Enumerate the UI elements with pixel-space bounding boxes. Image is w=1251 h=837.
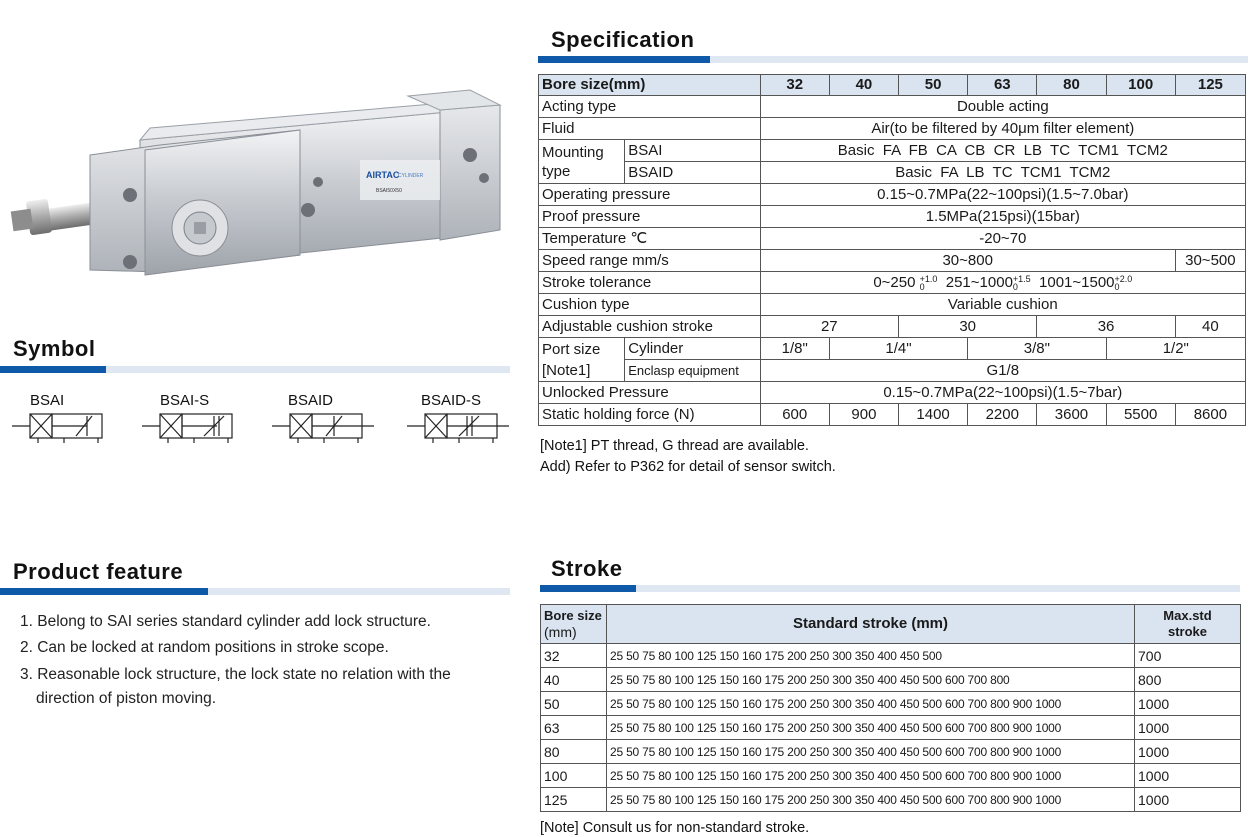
feature-item-3-cont: direction of piston moving. [36,690,217,707]
stroke-values: 25 50 75 80 100 125 150 160 175 200 250 300 350 400 450 500 600 700 800 900 1000 [607,740,1135,764]
bore-size-row [539,75,1246,96]
bore-40: 40 [829,75,898,96]
product-feature-underline [0,588,510,595]
specification-table [538,74,1246,426]
stroke-values: 25 50 75 80 100 125 150 160 175 200 250 300 350 400 450 500 600 700 800 [607,668,1135,692]
port-enclasp-value: G1/8 [760,360,1245,382]
fluid-row [539,118,1246,140]
stroke-tolerance-value [760,272,1245,294]
bore-125: 125 [1175,75,1245,96]
cushion-type-row [539,294,1246,316]
stroke-values: 25 50 75 80 100 125 150 160 175 200 250 300 350 400 450 500 600 700 800 900 1000 [607,788,1135,812]
stroke-values: 25 50 75 80 100 125 150 160 175 200 250 300 350 400 450 500 [607,644,1135,668]
port-cylinder-label: Cylinder [625,338,760,360]
operating-pressure-row [539,184,1246,206]
adjustable-cushion-row [539,316,1246,338]
mounting-label-line1: Mounting [542,143,604,161]
bore-50: 50 [899,75,968,96]
stroke-tolerance-label: Stroke tolerance [539,272,761,294]
bore-63: 63 [968,75,1037,96]
stroke-max: 1000 [1135,764,1241,788]
feature-item-2: 2. Can be locked at random positions in stroke scope. [20,639,389,656]
tol-upper-2: +1.5 [1012,273,1031,284]
stroke-head-max [1135,605,1241,644]
holding-force-label: Static holding force (N) [539,404,761,426]
cylinder-product-image [0,0,520,300]
stroke-head-max-line2: stroke [1167,624,1208,639]
port-size-enclasp-row [539,360,1246,382]
stroke-max: 1000 [1135,692,1241,716]
bsaid-symbol-icon [272,410,376,444]
port-size-label [539,338,625,382]
symbol-label-bsai: BSAI [30,392,65,409]
fluid-value: Air(to be filtered by 40μm filter element) [760,118,1245,140]
tol-lower-3: 0 [1114,281,1120,292]
mounting-bsaid-row [539,162,1246,184]
cushion-type-label: Cushion type [539,294,761,316]
bsai-s-symbol-icon [142,410,236,444]
proof-pressure-row [539,206,1246,228]
mounting-bsai-label: BSAI [625,140,760,162]
stroke-head-bore [541,605,607,644]
symbol-label-bsai-s: BSAI-S [160,392,210,409]
stroke-row [541,692,1241,716]
speed-range-label: Speed range mm/s [539,250,761,272]
holding-force-32: 600 [760,404,829,426]
stroke-max: 1000 [1135,788,1241,812]
holding-force-80: 3600 [1037,404,1106,426]
stroke-row [541,644,1241,668]
holding-force-50: 1400 [899,404,968,426]
adjustable-cushion-80-100: 36 [1037,316,1175,338]
tol-lower-2: 0 [1012,281,1018,292]
symbol-underline [0,366,510,373]
stroke-header-row [541,605,1241,644]
tol-upper-3: +2.0 [1114,273,1133,284]
tol-lower-1: 0 [919,281,925,292]
stroke-row [541,740,1241,764]
port-cylinder-63-80: 3/8" [968,338,1106,360]
feature-item-3: 3. Reasonable lock structure, the lock state no relation with the [20,666,451,683]
symbol-label-bsaid: BSAID [288,392,334,409]
speed-range-value: 30~800 [760,250,1175,272]
port-cylinder-32: 1/8" [760,338,829,360]
operating-pressure-value: 0.15~0.7MPa(22~100psi)(1.5~7.0bar) [760,184,1245,206]
temperature-row [539,228,1246,250]
temperature-value: -20~70 [760,228,1245,250]
stroke-bore: 32 [541,644,607,668]
rod-thread [11,209,34,232]
stroke-title: Stroke [551,556,623,581]
proof-pressure-label: Proof pressure [539,206,761,228]
adjustable-cushion-label: Adjustable cushion stroke [539,316,761,338]
port-enclasp-label: Enclasp equipment [625,360,760,382]
symbol-title: Symbol [13,336,96,361]
stroke-head-standard: Standard stroke (mm) [607,605,1135,644]
symbol-label-bsaid-s: BSAID-S [421,392,482,409]
mounting-bsaid-value: Basic FA LB TC TCM1 TCM2 [760,162,1245,184]
brand-text: AIRTAC [366,170,400,180]
bore-100: 100 [1106,75,1175,96]
temperature-label: Temperature ℃ [539,228,761,250]
stroke-max: 700 [1135,644,1241,668]
tol-range-1: 0~250 [873,273,916,291]
holding-force-63: 2200 [968,404,1037,426]
speed-range-row [539,250,1246,272]
port-cylinder-100-125: 1/2" [1106,338,1245,360]
specification-underline [538,56,1248,63]
adjustable-cushion-32-40: 27 [760,316,898,338]
stroke-row [541,764,1241,788]
bore-32: 32 [760,75,829,96]
port-size-cylinder-row [539,338,1246,360]
stroke-bore: 125 [541,788,607,812]
fluid-label: Fluid [539,118,761,140]
bsai-symbol-icon [12,410,106,444]
stroke-bore: 63 [541,716,607,740]
tol-upper-1: +1.0 [919,273,938,284]
tol-range-2: 251~1000 [945,273,1013,291]
unlocked-pressure-value: 0.15~0.7MPa(22~100psi)(1.5~7bar) [760,382,1245,404]
series-text: CYLINDER [398,173,424,179]
spec-note-2: Add) Refer to P362 for detail of sensor switch. [540,459,836,475]
port-size-label-line2: [Note1] [542,361,591,379]
spec-note-1: [Note1] PT thread, G thread are available. [540,438,809,454]
stroke-bore: 50 [541,692,607,716]
stroke-tolerance-row [539,272,1246,294]
stroke-values: 25 50 75 80 100 125 150 160 175 200 250 300 350 400 450 500 600 700 800 900 1000 [607,764,1135,788]
mounting-label-line2: type [542,162,571,180]
stroke-bore: 40 [541,668,607,692]
holding-force-40: 900 [829,404,898,426]
unlocked-pressure-label: Unlocked Pressure [539,382,761,404]
stroke-bore: 80 [541,740,607,764]
stroke-head-bore-line1: Bore size [544,607,602,623]
stroke-row [541,668,1241,692]
mounting-bsaid-label: BSAID [625,162,760,184]
feature-item-1: 1. Belong to SAI series standard cylinder add lock structure. [20,613,431,630]
stroke-underline [540,585,1240,592]
acting-type-label: Acting type [539,96,761,118]
adjustable-cushion-125: 40 [1175,316,1245,338]
bsaid-s-symbol-icon [407,410,511,444]
bore-80: 80 [1037,75,1106,96]
mounting-bsai-value: Basic FA FB CA CB CR LB TC TCM1 TCM2 [760,140,1245,162]
product-label [360,160,440,200]
stroke-note: [Note] Consult us for non-standard stroke. [540,820,810,836]
stroke-head-max-line1: Max.std [1163,608,1212,623]
proof-pressure-value: 1.5MPa(215psi)(15bar) [760,206,1245,228]
stroke-row [541,788,1241,812]
adjustable-cushion-50-63: 30 [899,316,1037,338]
holding-force-row [539,404,1246,426]
stroke-max: 1000 [1135,740,1241,764]
speed-range-125-value: 30~500 [1175,250,1245,272]
tol-range-3: 1001~1500 [1039,273,1115,291]
stroke-values: 25 50 75 80 100 125 150 160 175 200 250 300 350 400 450 500 600 700 800 900 1000 [607,716,1135,740]
specification-title: Specification [551,27,695,52]
stroke-max: 800 [1135,668,1241,692]
stroke-table [540,604,1241,812]
stroke-row [541,716,1241,740]
acting-type-value: Double acting [760,96,1245,118]
mounting-bsai-row [539,140,1246,162]
holding-force-100: 5500 [1106,404,1175,426]
mounting-type-label [539,140,625,184]
port-size-label-line1: Port size [542,340,601,358]
port-cylinder-40-50: 1/4" [829,338,967,360]
operating-pressure-label: Operating pressure [539,184,761,206]
bore-size-label: Bore size(mm) [539,75,761,96]
acting-type-row [539,96,1246,118]
product-feature-title: Product feature [13,559,184,584]
unlocked-pressure-row [539,382,1246,404]
stroke-values: 25 50 75 80 100 125 150 160 175 200 250 300 350 400 450 500 600 700 800 900 1000 [607,692,1135,716]
stroke-max: 1000 [1135,716,1241,740]
holding-force-125: 8600 [1175,404,1245,426]
cushion-type-value: Variable cushion [760,294,1245,316]
stroke-head-bore-line2: (mm) [544,623,577,640]
model-text: BSAI50X50 [376,188,402,194]
stroke-bore: 100 [541,764,607,788]
